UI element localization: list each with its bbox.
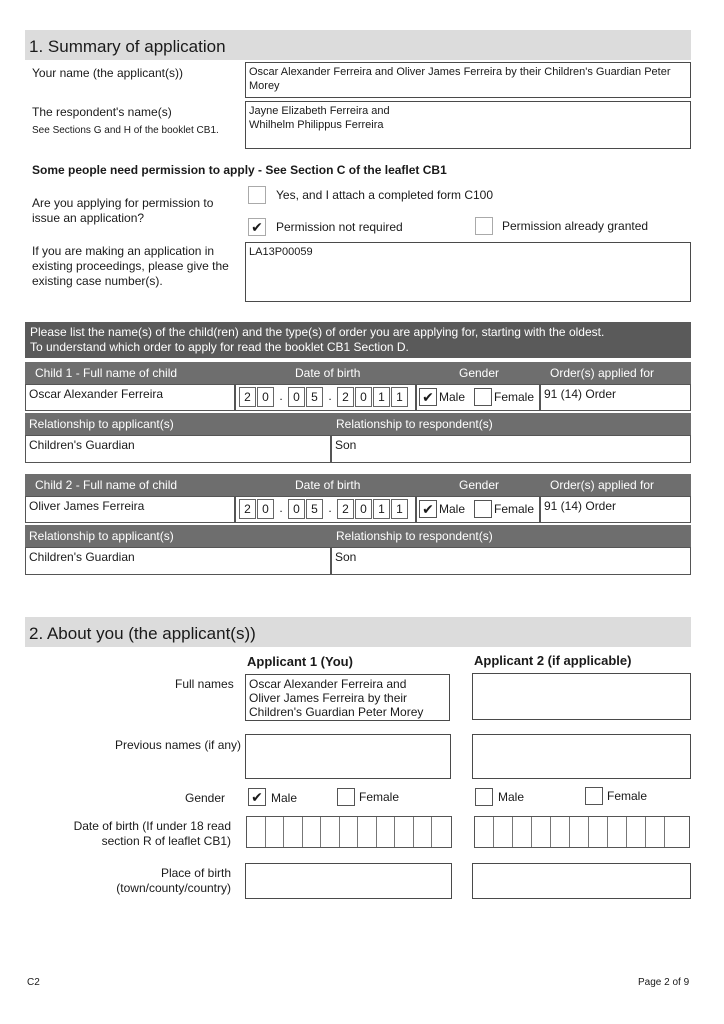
applicant-2-male-label: Male — [498, 790, 525, 804]
child-2-rel-respondent-field[interactable]: Son — [331, 547, 691, 575]
child-2-orders-field[interactable]: 91 (14) Order — [540, 496, 691, 523]
applicant-2-full-names-field[interactable] — [472, 673, 691, 720]
applicant-1-female-checkbox[interactable] — [337, 788, 355, 806]
dob-label-line-1: Date of birth (If under 18 read — [73, 819, 231, 833]
child-1-relationship-header-row — [25, 413, 691, 435]
child-1-rel-respondent-header: Relationship to respondent(s) — [336, 417, 493, 431]
child-2-header-row — [25, 474, 691, 496]
applicant-2-previous-names-field[interactable] — [472, 734, 691, 779]
child-2-gender-header: Gender — [459, 478, 500, 492]
applicant-1-female-label: Female — [359, 790, 400, 804]
child-1-male-checkbox[interactable]: ✔ — [419, 388, 437, 406]
child-1-male-label: Male — [439, 390, 466, 404]
permission-question: Are you applying for permission to issue an application? — [32, 196, 214, 225]
respondent-name-field[interactable] — [245, 101, 691, 149]
permission-granted-label: Permission already granted — [502, 219, 649, 233]
applicant-2-female-label: Female — [607, 789, 648, 803]
child-1-gender-header: Gender — [459, 366, 500, 380]
full-names-line-1: Oscar Alexander Ferreira and — [249, 677, 407, 691]
applicant-2-place-of-birth-field[interactable] — [472, 863, 691, 899]
children-intro-line-2: To understand which order to apply for read the booklet CB1 Section D. — [30, 340, 409, 354]
child-2-male-checkbox[interactable]: ✔ — [419, 500, 437, 518]
child-1-dob-header: Date of birth — [295, 366, 361, 380]
permission-heading: Some people need permission to apply - See Section C of the leaflet CB1 — [32, 163, 447, 177]
pob-label-line-1: Place of birth — [160, 866, 231, 880]
permission-not-required-label: Permission not required — [276, 220, 403, 234]
child-2-rel-applicant-field[interactable]: Children's Guardian — [25, 547, 331, 575]
child-1-name-header: Child 1 - Full name of child — [35, 366, 178, 380]
applicant-1-previous-names-field[interactable] — [245, 734, 451, 779]
applicant-name-field[interactable]: Oscar Alexander Ferreira and Oliver James Ferreira by their Children's Guardian Peter Morey — [245, 62, 691, 98]
child-1-rel-applicant-field[interactable]: Children's Guardian — [25, 435, 331, 463]
previous-names-label: Previous names (if any) — [115, 738, 242, 752]
child-1-name-field[interactable]: Oscar Alexander Ferreira — [25, 384, 235, 411]
existing-proceedings-label: If you are making an application in existing proceedings, please give the existing case number(s). — [32, 244, 229, 288]
gender-label: Gender — [185, 791, 226, 805]
applicant-1-full-names-field[interactable] — [245, 674, 450, 721]
child-2-rel-applicant-header: Relationship to applicant(s) — [29, 529, 174, 543]
applicant-1-male-label: Male — [271, 791, 298, 805]
respondent-name-sublabel: See Sections G and H of the booklet CB1. — [32, 125, 219, 136]
permission-yes-checkbox[interactable] — [248, 186, 266, 204]
applicant-1-dob-field[interactable] — [246, 816, 452, 848]
page-number: Page 2 of 9 — [638, 977, 690, 988]
child-1-orders-field[interactable]: 91 (14) Order — [540, 384, 691, 411]
child-2-dob-header: Date of birth — [295, 478, 361, 492]
place-of-birth-label — [91, 866, 231, 896]
permission-granted-checkbox[interactable] — [475, 217, 493, 235]
applicant-1-male-checkbox[interactable]: ✔ — [248, 788, 266, 806]
child-2-name-header: Child 2 - Full name of child — [35, 478, 178, 492]
dob-label-line-2: section R of leaflet CB1) — [101, 834, 231, 848]
child-1-dob-field[interactable]: 2 0 . 0 5 . 2 0 1 1 — [239, 387, 409, 407]
child-2-relationship-header-row — [25, 525, 691, 547]
children-intro-bar — [25, 322, 691, 358]
permission-yes-label: Yes, and I attach a completed form C100 — [276, 188, 494, 202]
child-2-dob-field[interactable]: 2 0 . 0 5 . 2 0 1 1 — [239, 499, 409, 519]
applicant-2-female-checkbox[interactable] — [585, 787, 603, 805]
child-2-rel-respondent-header: Relationship to respondent(s) — [336, 529, 493, 543]
respondent-line-2: Whilhelm Philippus Ferreira — [249, 119, 384, 131]
full-names-label: Full names — [175, 677, 234, 691]
applicant-1-heading: Applicant 1 (You) — [247, 654, 353, 669]
section-1-heading: 1. Summary of application — [25, 30, 691, 60]
children-intro-line-1: Please list the name(s) of the child(ren) and the type(s) of order you are applying for, starting with the oldest. — [30, 325, 605, 339]
child-2-male-label: Male — [439, 502, 466, 516]
child-2-female-label: Female — [494, 502, 535, 516]
child-1-female-label: Female — [494, 390, 535, 404]
full-names-line-3: Children's Guardian Peter Morey — [249, 705, 424, 719]
existing-case-number-field[interactable]: LA13P00059 — [245, 242, 691, 302]
child-1-rel-respondent-field[interactable]: Son — [331, 435, 691, 463]
applicant-2-dob-field[interactable] — [474, 816, 690, 848]
applicant-name-label: Your name (the applicant(s)) — [32, 66, 183, 80]
dob-label — [71, 819, 231, 849]
respondent-name-label: The respondent's name(s) — [32, 105, 172, 119]
child-2-name-field[interactable]: Oliver James Ferreira — [25, 496, 235, 523]
pob-label-line-2: (town/county/country) — [116, 881, 231, 895]
child-1-header-row — [25, 362, 691, 384]
form-code: C2 — [27, 977, 40, 988]
child-1-female-checkbox[interactable] — [474, 388, 492, 406]
applicant-2-heading: Applicant 2 (if applicable) — [474, 653, 632, 668]
permission-not-required-checkbox[interactable]: ✔ — [248, 218, 266, 236]
child-1-rel-applicant-header: Relationship to applicant(s) — [29, 417, 174, 431]
applicant-1-place-of-birth-field[interactable] — [245, 863, 452, 899]
section-2-heading: 2. About you (the applicant(s)) — [25, 617, 691, 647]
child-2-orders-header: Order(s) applied for — [550, 478, 655, 492]
child-2-female-checkbox[interactable] — [474, 500, 492, 518]
applicant-2-male-checkbox[interactable] — [475, 788, 493, 806]
respondent-line-1: Jayne Elizabeth Ferreira and — [249, 105, 390, 117]
child-1-orders-header: Order(s) applied for — [550, 366, 655, 380]
full-names-line-2: Oliver James Ferreira by their — [249, 691, 408, 705]
